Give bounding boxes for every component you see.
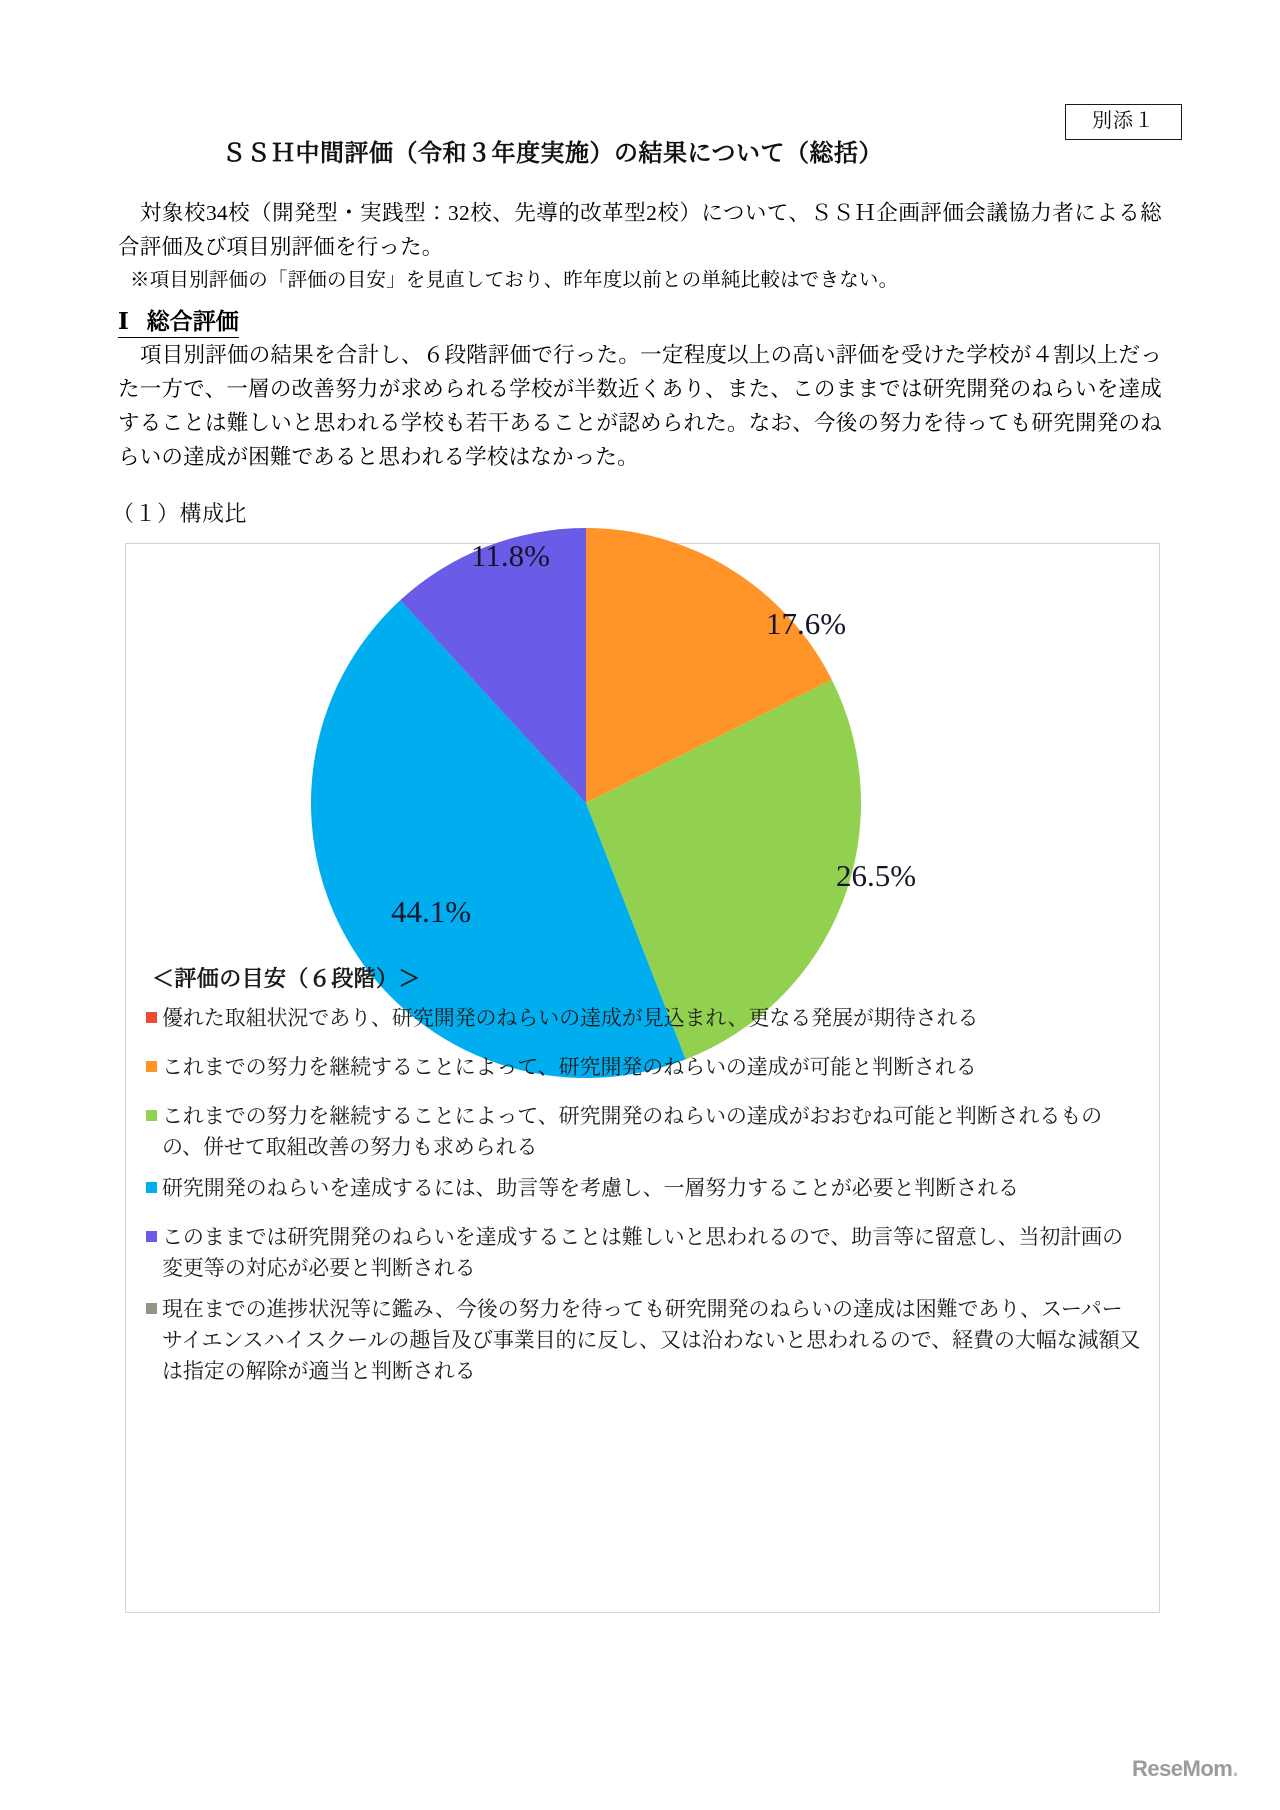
body-note: ※項目別評価の「評価の目安」を見直しており、昨年度以前との単純比較はできない。 [130, 270, 899, 291]
legend-item-label: 優れた取組状況であり、研究開発のねらいの達成が見込まれ、更なる発展が期待される [162, 1007, 979, 1030]
site-watermark [1132, 1756, 1238, 1782]
watermark-text: ReseMom [1131, 1756, 1233, 1781]
page-title: ＳＳＨ中間評価（令和３年度実施）の結果について（総括） [221, 140, 884, 167]
legend-item-label: これまでの努力を継続することによって、研究開発のねらいの達成が可能と判断される [162, 1056, 977, 1079]
watermark-dot: . [1232, 1756, 1238, 1781]
document-body [118, 196, 1162, 474]
legend-item [146, 1294, 1141, 1387]
legend-item [146, 1003, 1141, 1034]
body-paragraph-1: 対象校34校（開発型・実践型：32校、先導的改革型2校）について、ＳＳＨ企画評価会議協力者による総合評価及び項目別評価を行った。 [118, 201, 1162, 259]
pie-slice-label-orange: 17.6% [766, 606, 847, 641]
legend-item [146, 1222, 1141, 1284]
legend-swatch-icon [146, 1231, 157, 1242]
legend-item-label: これまでの努力を継続することによって、研究開発のねらいの達成がおおむね可能と判断されるものの、併せて取組改善の努力も求められる [162, 1105, 1103, 1159]
attachment-badge: 別添１ [1065, 104, 1182, 140]
legend-item-label: 現在までの進捗状況等に鑑み、今後の努力を待っても研究開発のねらいの達成は困難であり、スーパーサイエンスハイスクールの趣旨及び事業目的に反し、又は沿わないと思われるので、経費の大幅な減額又は指定の解除が適当と判断される [162, 1298, 1141, 1383]
legend-item [146, 1052, 1141, 1083]
pie-chart-frame [125, 538, 1160, 1613]
body-paragraph-2: 項目別評価の結果を合計し、６段階評価で行った。一定程度以上の高い評価を受けた学校が４割以上だった一方で、一層の改善努力が求められる学校が半数近くあり、また、このままでは研究開発のねらいを達成することは難しいと思われる学校も若干あることが認められた。なお、今後の努力を待っても研究開発のねらいの達成が困難であると思われる学校はなかった。 [118, 343, 1162, 469]
section-heading-overall-evaluation [118, 303, 1162, 338]
legend-item-label: 研究開発のねらいを達成するには、助言等を考慮し、一層努力することが必要と判断される [162, 1177, 1019, 1200]
pie-slice-label-purple: 11.8% [471, 538, 550, 573]
legend-swatch-icon [146, 1012, 157, 1023]
legend-item [146, 1173, 1141, 1204]
legend-swatch-icon [146, 1061, 157, 1072]
legend-swatch-icon [146, 1303, 157, 1314]
legend-swatch-icon [146, 1110, 157, 1121]
section-title: 総合評価 [146, 309, 239, 334]
legend-swatch-icon [146, 1182, 157, 1193]
chart-legend [146, 962, 1141, 1387]
legend-title: ＜評価の目安（６段階）＞ [152, 966, 421, 991]
legend-item [146, 1101, 1141, 1163]
section-numeral: Ⅰ [118, 309, 129, 334]
subsection-heading-composition-ratio: （１）構成比 [112, 501, 248, 526]
pie-slice-label-green: 26.5% [836, 858, 917, 893]
legend-item-label: このままでは研究開発のねらいを達成することは難しいと思われるので、助言等に留意し、当初計画の変更等の対応が必要と判断される [162, 1226, 1123, 1280]
pie-slice-label-cyan: 44.1% [391, 894, 472, 929]
